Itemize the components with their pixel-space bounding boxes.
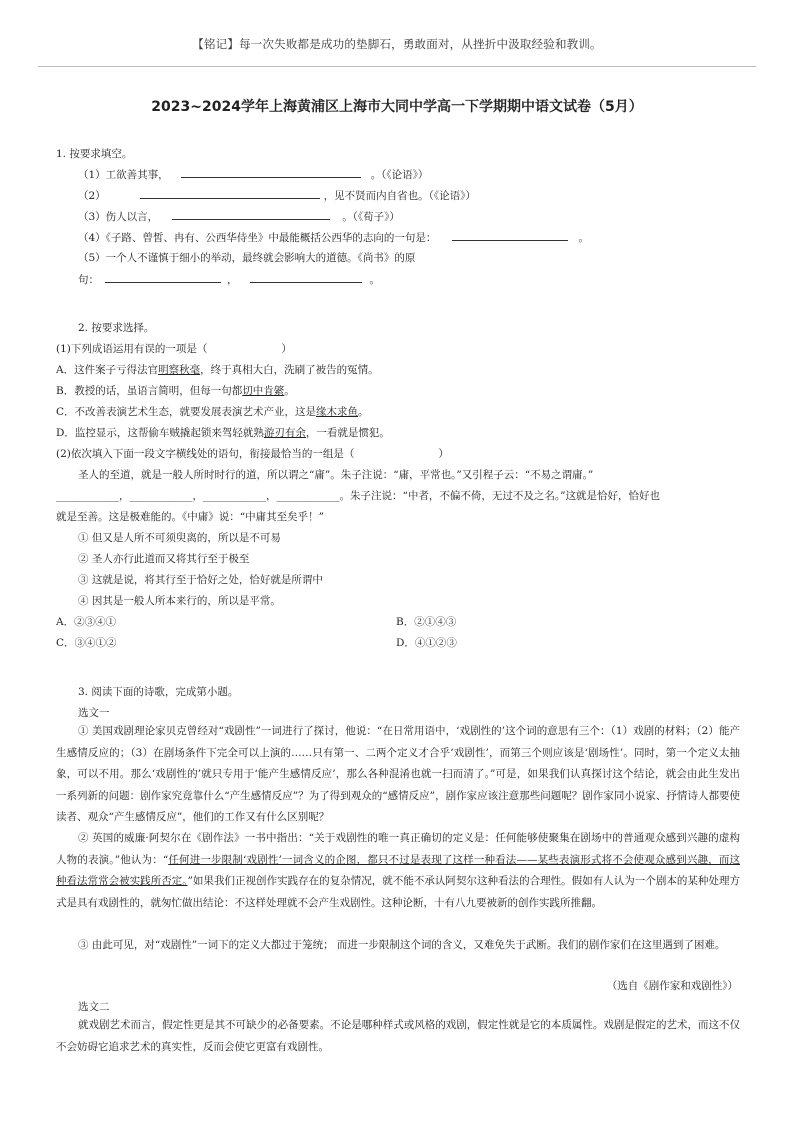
q1-item-2-number: （2） bbox=[78, 190, 106, 202]
q2-option-b[interactable] bbox=[56, 383, 295, 398]
q1-item-4-end: 。 bbox=[578, 232, 589, 244]
q3-excerpt-1-para-2 bbox=[56, 828, 740, 914]
q2-sentence-1: ① 但又是人所不可须臾离的，所以是不可易 bbox=[78, 532, 281, 544]
option-a-text: A．这件案子亏得法官 bbox=[56, 364, 159, 376]
option-a-rest: ，终于真相大白，洗刷了被告的冤情。 bbox=[200, 364, 379, 376]
option-c-rest: 。 bbox=[358, 406, 369, 418]
q2-heading: 2. 按要求选择。 bbox=[78, 322, 155, 334]
q2-option-a[interactable] bbox=[56, 362, 379, 377]
q1-item-1-blank[interactable] bbox=[181, 166, 361, 178]
q2-choice-c[interactable]: C．③④①② bbox=[56, 637, 117, 649]
q2-sub2 bbox=[56, 446, 449, 461]
q2-sub2-close: ） bbox=[438, 448, 449, 460]
option-d-idiom: 游刃有余 bbox=[263, 427, 306, 439]
q1-item-3-source: 。（《荀子》） bbox=[342, 211, 400, 223]
q3-para-2-underlined: 任何进一步限制‘戏剧性’一词含义的企图，都只不过是表现了这样一种看法——某些表演形式将不会使观众感到兴趣，而这种看法常常会被实践所否定。 bbox=[56, 853, 740, 887]
q1-item-5-comma: ， bbox=[227, 274, 238, 286]
q3-excerpt-1-para-3 bbox=[56, 935, 740, 957]
q3-heading: 3. 阅读下面的诗歌，完成第小题。 bbox=[78, 686, 239, 698]
q3-para-2-rest: ”如果我们正视创作实践存在的复杂情况，就不能不承认阿契尔这种看法的合理性。假如有人认为一个剧本的某种处理方式是具有戏剧性的，就匆忙做出结论：不这样处理就不会产生戏剧性。这种论断，十有八九要被新的创作实践所推翻。 bbox=[56, 875, 740, 909]
q3-para-2-lead: ② 英国的威廉·阿契尔在《剧作法》一书中指出：“关于戏剧性的唯一真正确切的定义是：任何能够使聚集在剧场中的普通观众感到兴趣的虚构人物的表演。”他认为：“ bbox=[56, 832, 740, 866]
q1-item-4 bbox=[78, 229, 589, 245]
q2-sentence-3: ③ 这就是说，将其行至于恰好之处，恰好就是所谓中 bbox=[78, 574, 323, 586]
q1-item-2-blank[interactable] bbox=[140, 187, 320, 199]
q2-sub2-question: (2)依次填入下面一段文字横线处的语句，衔接最恰当的一组是（ bbox=[56, 448, 355, 460]
q2-option-c[interactable] bbox=[56, 404, 369, 419]
q2-choice-b[interactable]: B．②①④③ bbox=[396, 616, 457, 628]
q1-item-5-end: 。 bbox=[369, 274, 380, 286]
header-divider bbox=[38, 66, 756, 67]
q1-item-4-blank[interactable] bbox=[452, 229, 568, 241]
page-title: 2023~2024学年上海黄浦区上海市大同中学高一下学期期中语文试卷（5月） bbox=[151, 99, 643, 115]
q1-item-4-prompt: （4）《子路、曾皙、冉有、公西华侍坐》中最能概括公西华的志向的一句是： bbox=[78, 232, 437, 244]
q2-sentence-2: ② 圣人亦行此道而又将其行至于极至 bbox=[78, 553, 250, 565]
option-a-idiom: 明察秋毫 bbox=[158, 364, 201, 376]
option-b-rest: 。 bbox=[284, 385, 295, 397]
q2-sentence-4: ④ 因其是一般人所本来行的，所以是平常。 bbox=[78, 595, 281, 607]
q3-para-1-text: ① 美国戏剧理论家贝克曾经对“戏剧性”一词进行了探讨，他说：“在日常用语中，‘戏剧性的’这个词的意思有三个：（1）戏剧的材料；（2）能产生感情反应的；（3）在剧场条件下完全可以上演的……只有第一、二两个定义才合乎‘戏剧性’，而第三个则应该是‘剧场性’。同时，第一个定义太抽象，可以不用。那么‘戏剧性的’就只专用于‘能产生感情反应’，那么各种混淆也就一扫而清了。”可是，如果我们认真探讨这个结论，就会由此生发出 一系列新的问题：剧作家究竟靠什么“产生感情反应”？为了得到观众的“感情反应”，剧作家应该注意那些问题呢？剧作家同小说家、抒情诗人都要使读者、观众“产生感情反应”，他们的工作又有什么区别呢？ bbox=[56, 725, 740, 823]
q3-excerpt-1-label: 选文一 bbox=[78, 707, 110, 719]
q1-item-3 bbox=[78, 208, 400, 224]
q2-choice-a[interactable]: A．②③④① bbox=[56, 616, 117, 628]
q1-item-3-prompt: （3）伤人以言， bbox=[78, 211, 159, 223]
q2-option-d[interactable] bbox=[56, 425, 390, 440]
q3-excerpt-2-para bbox=[56, 1015, 740, 1058]
q3-para-3-text: ③ 由此可见，对“戏剧性”一词下的定义大都过于笼统； 而进一步限制这个词的含义，又难免失于武断。我们的剧作家们在这里遇到了困难。 bbox=[78, 939, 726, 951]
option-c-text: C．不改善表演艺术生态，就要发展表演艺术产业，这是 bbox=[56, 406, 317, 418]
q1-item-2 bbox=[78, 187, 476, 203]
option-d-rest: ，一看就是惯犯。 bbox=[305, 427, 390, 439]
q2-passage-line-2: ____________，____________，____________，____________。朱子注说：“中者，不偏不倚，无过不及之名。”这就是恰好，恰好也 bbox=[56, 490, 660, 502]
q1-item-1 bbox=[78, 166, 428, 182]
q2-passage-line-1: 圣人的至道，就是一般人所时时行的道，所以谓之“庸”。朱子注说：“庸，平常也。”又引程子云：“不易之谓庸。” bbox=[78, 469, 594, 481]
q3-para-4-text: 就戏剧艺术而言，假定性更是其不可缺少的必备要素。不论是哪种样式或风格的戏剧，假定性就是它的本质属性。戏剧是假定的艺术，而这不仅不会妨碍它追求艺术的真实性，反而会使它更富有戏剧性。 bbox=[56, 1019, 740, 1053]
q3-excerpt-2-label: 选文二 bbox=[78, 1001, 110, 1013]
q2-sub1 bbox=[56, 341, 292, 356]
q1-item-5-blank-1[interactable] bbox=[105, 271, 221, 283]
q2-passage-line-3: 就是至善。这是极难能的。《中庸》说：“中庸其至矣乎！” bbox=[56, 511, 324, 523]
q1-item-2-text: ，见不贤而内自省也。（《论语》） bbox=[323, 190, 476, 202]
q2-choice-d[interactable]: D．④①②③ bbox=[396, 637, 457, 649]
q1-item-5: （5）一个人不谨慎于细小的举动，最终就会影响大的道德。《尚书》的原 bbox=[78, 252, 416, 264]
option-b-text: B．教授的话，虽语言简明，但每一句都 bbox=[56, 385, 243, 397]
motto-header: 【铭记】每一次失败都是成功的垫脚石，勇敢面对，从挫折中汲取经验和教训。 bbox=[192, 37, 602, 51]
option-b-idiom: 切中肯綮 bbox=[242, 385, 285, 397]
q1-item-3-blank[interactable] bbox=[172, 208, 330, 220]
option-d-text: D．监控显示，这帮偷车贼撬起锁来驾轻就熟 bbox=[56, 427, 264, 439]
q3-source-citation: （选自《剧作家和戏剧性》） bbox=[606, 980, 738, 992]
option-c-idiom: 缘木求鱼 bbox=[316, 406, 359, 418]
q2-sub1-close: ） bbox=[281, 343, 292, 355]
q1-item-1-source: 。（《论语》） bbox=[370, 169, 429, 181]
q1-item-1-prompt: （1）工欲善其事， bbox=[78, 169, 169, 181]
q2-sub1-question: (1)下列成语运用有误的一项是（ bbox=[56, 343, 208, 355]
q1-item-5-blank-2[interactable] bbox=[250, 271, 362, 283]
q3-excerpt-1-para-1 bbox=[56, 721, 740, 829]
q1-item-5-label: 句： bbox=[78, 274, 99, 286]
q1-item-5-line2 bbox=[78, 271, 380, 287]
q1-heading: 1. 按要求填空。 bbox=[56, 148, 133, 160]
